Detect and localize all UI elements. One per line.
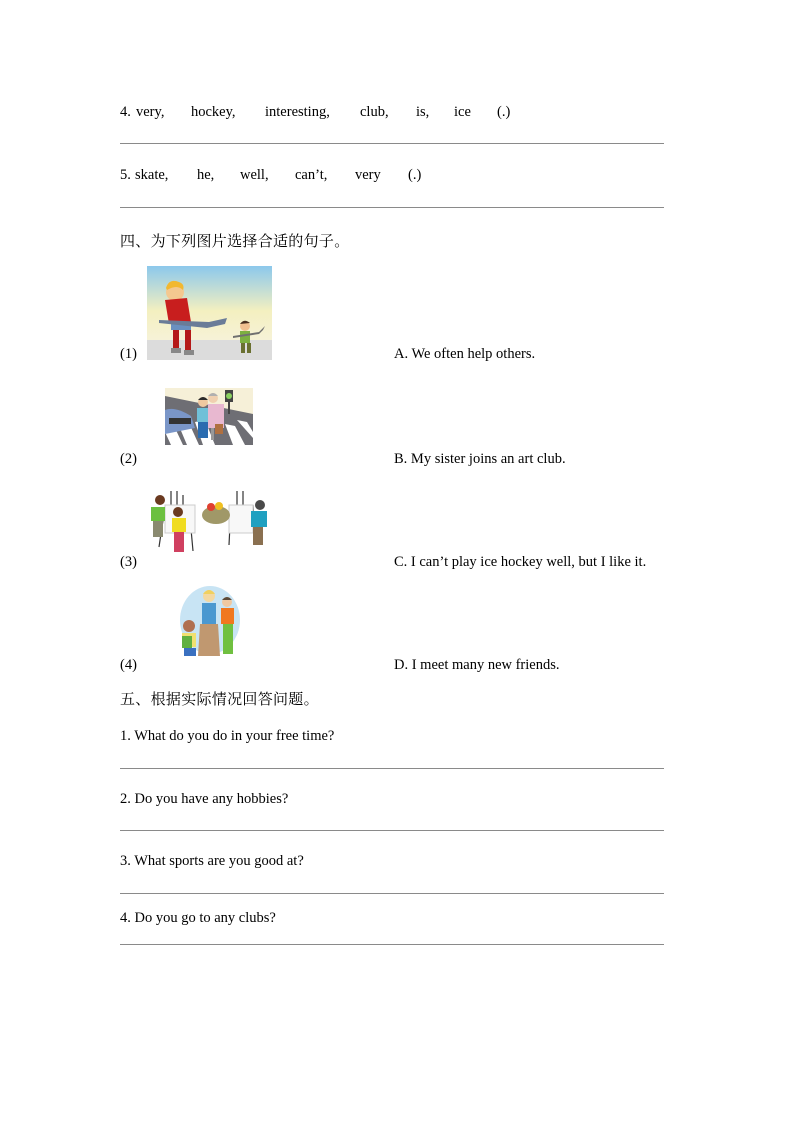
question-4: 4. Do you go to any clubs? xyxy=(120,910,276,926)
word: (.) xyxy=(497,104,511,120)
reorder-item-5 xyxy=(120,166,680,184)
item-number: 5. xyxy=(120,167,131,183)
word: he, xyxy=(197,167,215,183)
option-c: C. I can’t play ice hockey well, but I like it. xyxy=(394,554,647,570)
option-b: B. My sister joins an art club. xyxy=(394,451,566,467)
word: club, xyxy=(360,104,389,120)
word: hockey, xyxy=(191,104,236,120)
picture-label: (1) xyxy=(120,346,137,362)
question-1: 1. What do you do in your free time? xyxy=(120,728,335,744)
word: very, xyxy=(136,104,165,120)
question-2: 2. Do you have any hobbies? xyxy=(120,791,289,807)
option-d: D. I meet many new friends. xyxy=(394,657,560,673)
word: (.) xyxy=(408,167,422,183)
ice-hockey-picture xyxy=(147,266,272,360)
answer-line[interactable] xyxy=(120,893,664,894)
answer-line[interactable] xyxy=(120,768,664,769)
word: skate, xyxy=(135,167,169,183)
picture-label: (4) xyxy=(120,657,137,673)
reorder-item-4 xyxy=(120,103,680,121)
picture-label: (3) xyxy=(120,554,137,570)
item-number: 4. xyxy=(120,104,131,120)
picture-label: (2) xyxy=(120,451,137,467)
section-5-heading: 五、根据实际情况回答问题。 xyxy=(120,690,319,708)
word: well, xyxy=(240,167,269,183)
word: is, xyxy=(416,104,430,120)
question-3: 3. What sports are you good at? xyxy=(120,853,304,869)
option-a: A. We often help others. xyxy=(394,346,536,362)
word: very xyxy=(355,167,381,183)
art-club-painting-picture xyxy=(145,485,272,555)
meeting-friends-picture xyxy=(178,586,241,661)
answer-line[interactable] xyxy=(120,944,664,945)
answer-line[interactable] xyxy=(120,207,664,208)
section-4-heading: 四、为下列图片选择合适的句子。 xyxy=(120,232,350,250)
word: interesting, xyxy=(265,104,330,120)
answer-line[interactable] xyxy=(120,143,664,144)
word: ice xyxy=(454,104,471,120)
helping-elderly-cross-street-picture xyxy=(165,388,253,445)
word: can’t, xyxy=(295,167,328,183)
answer-line[interactable] xyxy=(120,830,664,831)
